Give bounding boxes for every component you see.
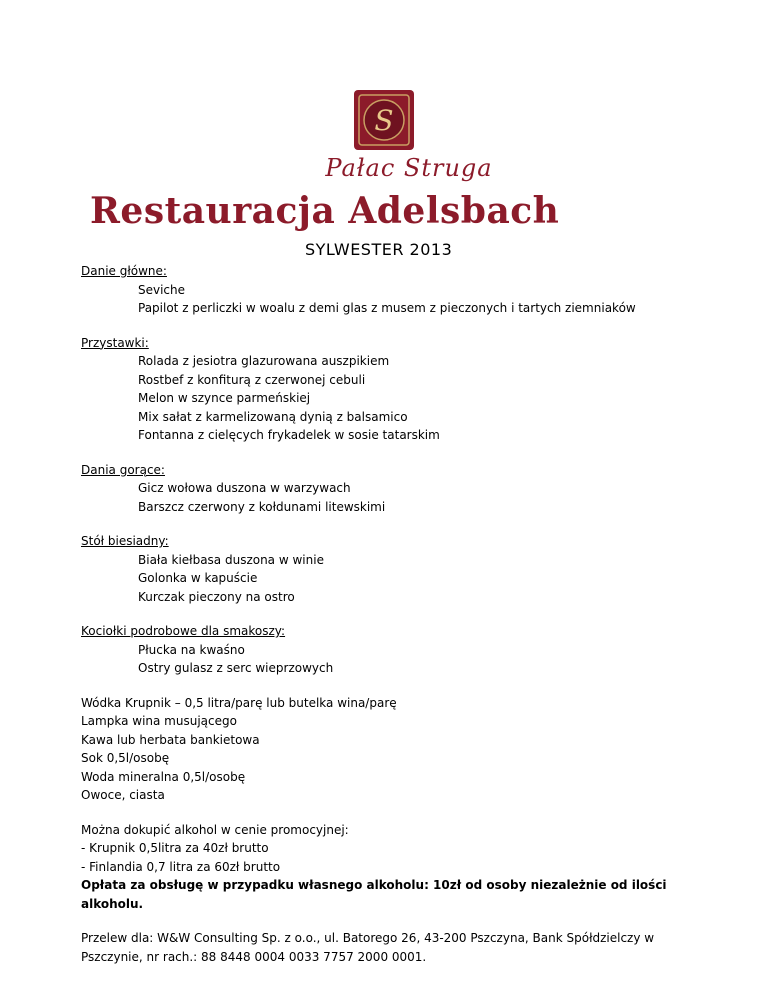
- section-title: Dania gorące:: [81, 462, 165, 477]
- logo-emblem-icon: [352, 88, 416, 152]
- menu-item: Golonka w kapuście: [138, 571, 258, 585]
- menu-item: Ostry gulasz z serc wieprzowych: [138, 661, 334, 675]
- menu-item: Biała kiełbasa duszona w winie: [138, 552, 324, 567]
- restaurant-name: Restauracja Adelsbach: [90, 190, 560, 232]
- menu-section-offal-pots: [81, 622, 701, 678]
- alcohol-item: - Finlandia 0,7 litra za 60zł brutto: [81, 859, 281, 874]
- alcohol-intro: Można dokupić alkohol w cenie promocyjnej:: [81, 822, 349, 837]
- payment-details: Przelew dla: W&W Consulting Sp. z o.o., ul. Batorego 26, 43-200 Pszczyna, Bank Spółdzielczy w Pszczynie, nr rach.: 88 8448 0004 0033 7757 2000 0001.: [81, 931, 655, 964]
- drink-item: Lampka wina musującego: [81, 714, 237, 728]
- menu-item: Seviche: [138, 282, 186, 297]
- section-title: Stół biesiadny:: [81, 534, 169, 548]
- drink-item: Woda mineralna 0,5l/osobę: [81, 769, 246, 784]
- drink-item: Kawa lub herbata bankietowa: [81, 732, 260, 747]
- menu-item: Kurczak pieczony na ostro: [138, 589, 295, 604]
- menu-section-feast-table: [81, 532, 701, 606]
- palace-logo: [352, 88, 416, 152]
- drinks-list: [81, 694, 701, 805]
- logo-monogram: S: [374, 104, 394, 137]
- brand-script-name: Pałac Struga: [325, 154, 493, 182]
- drink-item: Sok 0,5l/osobę: [81, 751, 170, 765]
- menu-item: Barszcz czerwony z kołdunami litewskimi: [138, 499, 386, 514]
- menu-section-main-course: [81, 262, 701, 318]
- section-title: Kociołki podrobowe dla smakoszy:: [81, 624, 286, 638]
- menu-item: Mix sałat z karmelizowaną dynią z balsamico: [138, 409, 408, 424]
- menu-content: [81, 262, 701, 966]
- section-title: Danie główne:: [81, 264, 167, 278]
- menu-item: Papilot z perliczki w woalu z demi glas z musem z pieczonych i tartych ziemniaków: [138, 301, 636, 315]
- section-title: Przystawki:: [81, 335, 149, 350]
- menu-item: Gicz wołowa duszona w warzywach: [138, 481, 351, 495]
- event-title: SYLWESTER 2013: [305, 240, 453, 259]
- menu-item: Rostbef z konfiturą z czerwonej cebuli: [138, 372, 366, 387]
- menu-section-hot-dishes: [81, 461, 701, 517]
- menu-item: Fontanna z cielęcych frykadelek w sosie tatarskim: [138, 428, 440, 442]
- drink-item: Owoce, ciasta: [81, 788, 165, 802]
- alcohol-offer: [81, 821, 701, 914]
- corkage-fee-note: Opłata za obsługę w przypadku własnego alkoholu: 10zł od osoby niezależnie od ilości alkoholu.: [81, 878, 667, 911]
- menu-item: Rolada z jesiotra glazurowana auszpikiem: [138, 354, 390, 368]
- menu-item: Melon w szynce parmeńskiej: [138, 391, 311, 405]
- menu-section-starters: [81, 334, 701, 445]
- alcohol-item: - Krupnik 0,5litra za 40zł brutto: [81, 841, 269, 855]
- menu-item: Płucka na kwaśno: [138, 642, 245, 657]
- drink-item: Wódka Krupnik – 0,5 litra/parę lub butelka wina/parę: [81, 695, 397, 710]
